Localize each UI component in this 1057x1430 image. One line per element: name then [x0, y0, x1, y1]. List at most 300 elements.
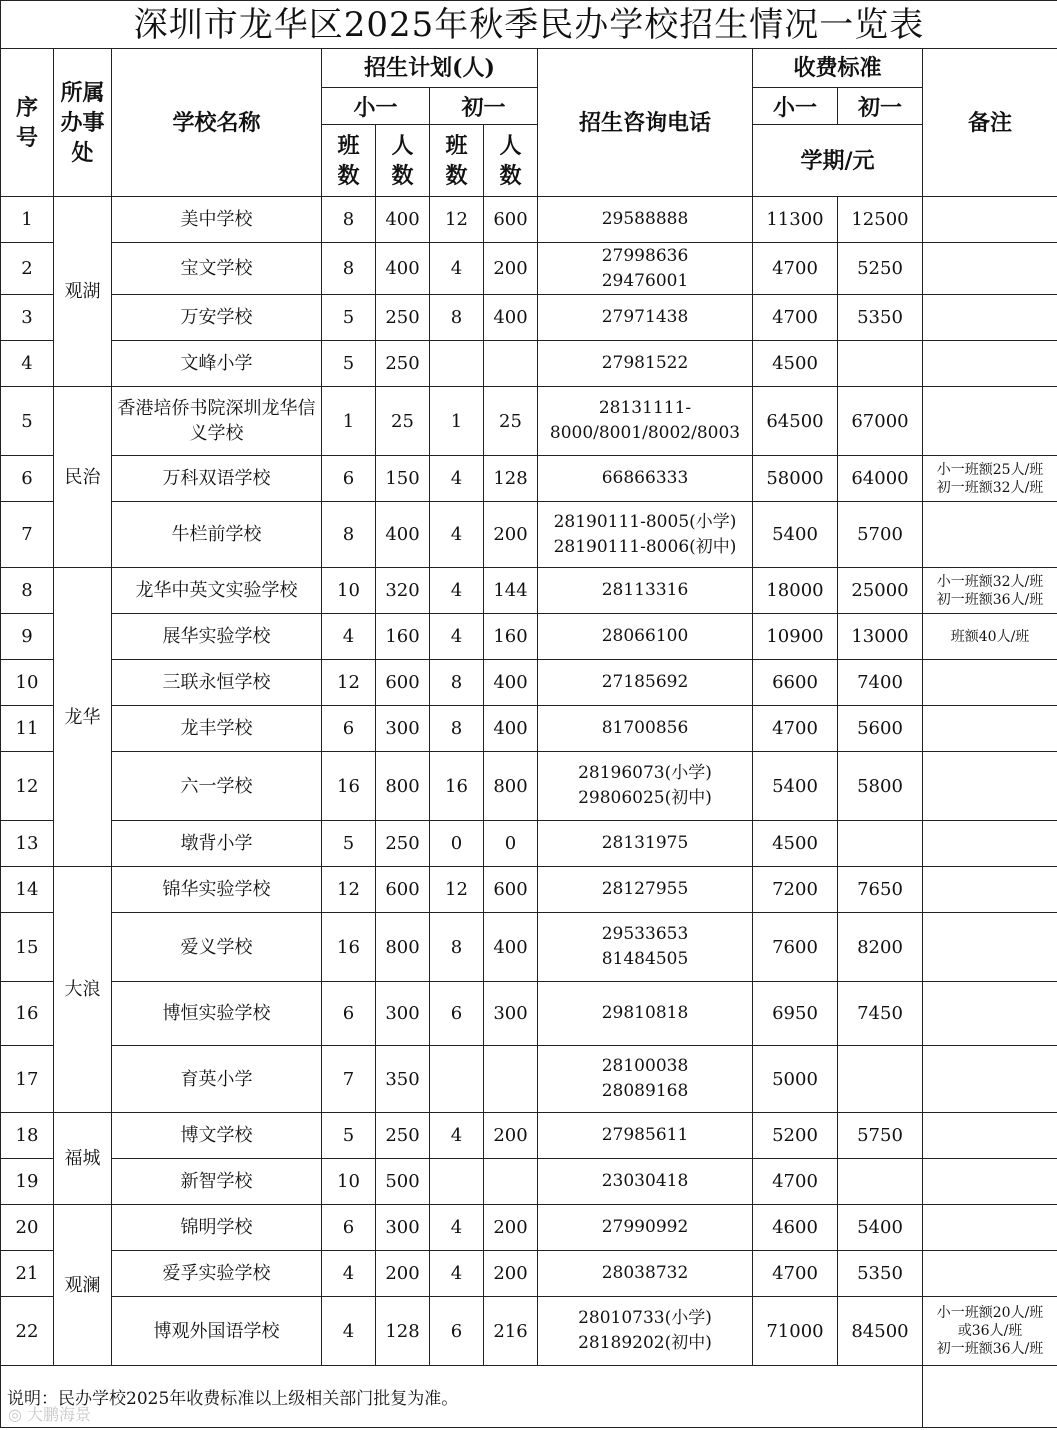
phone-cell [538, 1297, 753, 1366]
phone-cell [538, 1205, 753, 1251]
phone-cell-line: 27981522 [601, 353, 689, 373]
phone-cell [538, 1046, 753, 1113]
table-row [1, 243, 1057, 295]
fee-grade1: 4700 [753, 243, 838, 295]
phone-cell [538, 387, 753, 456]
phone-cell [538, 502, 753, 568]
grade1-people: 500 [376, 1159, 430, 1205]
fee-grade7: 5350 [838, 295, 923, 341]
fee-grade1: 4700 [753, 295, 838, 341]
remark-cell [923, 1297, 1057, 1366]
remark-cell [923, 1205, 1057, 1251]
fee-grade7: 13000 [838, 614, 923, 660]
fee-grade1: 4600 [753, 1205, 838, 1251]
phone-cell-line: 28190111-8006(初中) [553, 536, 737, 557]
school-name: 锦明学校 [112, 1205, 322, 1251]
header-school: 学校名称 [112, 49, 322, 197]
school-name: 新智学校 [112, 1159, 322, 1205]
watermark-logo: ◎ 大鹏海景 [8, 1405, 92, 1424]
header-g7-classes: 班数 [430, 125, 484, 197]
phone-cell-line: 27985611 [601, 1125, 689, 1145]
phone-cell-line: 28189202(初中) [578, 1333, 712, 1353]
grade1-people: 250 [376, 341, 430, 387]
remark-cell-line: 或36人/班 [957, 1323, 1023, 1339]
grade7-classes: 8 [430, 660, 484, 706]
fee-grade7: 64000 [838, 456, 923, 502]
grade1-classes: 10 [322, 1159, 376, 1205]
phone-cell [538, 706, 753, 752]
school-name: 牛栏前学校 [112, 502, 322, 568]
grade1-classes: 8 [322, 197, 376, 243]
fee-grade1: 4700 [753, 706, 838, 752]
fee-grade1: 64500 [753, 387, 838, 456]
fee-grade1: 4700 [753, 1159, 838, 1205]
header-fee: 收费标准 [753, 49, 923, 88]
grade1-people: 800 [376, 752, 430, 821]
row-index: 11 [1, 706, 54, 752]
grade7-classes: 4 [430, 1113, 484, 1159]
table-row [1, 982, 1057, 1046]
school-name: 锦华实验学校 [112, 867, 322, 913]
grade7-people: 25 [484, 387, 538, 456]
fee-grade7: 8200 [838, 913, 923, 982]
district-cell: 龙华 [54, 568, 112, 867]
table-row [1, 821, 1057, 867]
phone-cell [538, 197, 753, 243]
school-name: 展华实验学校 [112, 614, 322, 660]
table-row [1, 1297, 1057, 1366]
grade7-classes: 12 [430, 867, 484, 913]
fee-grade7: 5750 [838, 1113, 923, 1159]
remark-cell [923, 295, 1057, 341]
remark-cell-line: 班额40人/班 [950, 628, 1030, 645]
district-cell: 福城 [54, 1113, 112, 1205]
remark-cell [923, 614, 1057, 660]
grade1-people: 200 [376, 1251, 430, 1297]
phone-cell-line: 27998636 [601, 245, 689, 266]
remark-cell [923, 1159, 1057, 1205]
fee-grade7: 5600 [838, 706, 923, 752]
grade1-classes: 5 [322, 821, 376, 867]
phone-cell-line: 29588888 [601, 209, 689, 229]
remark-cell-line: 小一班额25人/班 [936, 461, 1044, 478]
phone-cell [538, 1159, 753, 1205]
grade7-classes: 16 [430, 752, 484, 821]
school-name: 香港培侨书院深圳龙华信义学校 [112, 387, 322, 456]
remark-cell [923, 660, 1057, 706]
grade7-people: 200 [484, 243, 538, 295]
header-fee-grade7: 初一 [838, 88, 923, 125]
phone-cell-line: 27971438 [601, 307, 689, 327]
phone-cell [538, 660, 753, 706]
grade1-people: 320 [376, 568, 430, 614]
row-index: 2 [1, 243, 54, 295]
row-index: 3 [1, 295, 54, 341]
row-index: 14 [1, 867, 54, 913]
table-row [1, 456, 1057, 502]
phone-cell-line: 81700856 [601, 718, 689, 738]
grade1-classes: 1 [322, 387, 376, 456]
grade7-classes: 4 [430, 456, 484, 502]
fee-grade1: 18000 [753, 568, 838, 614]
grade1-people: 600 [376, 867, 430, 913]
phone-cell-line: 28010733(小学) [578, 1308, 712, 1328]
fee-grade7: 5250 [838, 243, 923, 295]
remark-cell-line: 小一班额32人/班 [936, 573, 1044, 590]
grade7-people: 128 [484, 456, 538, 502]
grade7-classes: 6 [430, 1297, 484, 1366]
school-name: 美中学校 [112, 197, 322, 243]
remark-cell [923, 568, 1057, 614]
grade7-classes: 0 [430, 821, 484, 867]
grade7-people: 400 [484, 706, 538, 752]
fee-grade7 [838, 1046, 923, 1113]
phone-cell-line: 23030418 [601, 1171, 689, 1191]
grade1-classes: 6 [322, 1205, 376, 1251]
fee-grade7 [838, 341, 923, 387]
grade1-people: 25 [376, 387, 430, 456]
phone-cell [538, 1251, 753, 1297]
table-row [1, 197, 1057, 243]
grade7-classes [430, 341, 484, 387]
phone-cell-line: 29806025(初中) [578, 788, 712, 808]
grade7-classes: 4 [430, 1251, 484, 1297]
fee-grade1: 10900 [753, 614, 838, 660]
remark-cell [923, 821, 1057, 867]
fee-grade1: 5000 [753, 1046, 838, 1113]
table-row [1, 1046, 1057, 1113]
grade1-classes: 5 [322, 295, 376, 341]
row-index: 4 [1, 341, 54, 387]
fee-grade1: 7600 [753, 913, 838, 982]
remark-cell [923, 913, 1057, 982]
grade7-people: 600 [484, 867, 538, 913]
grade1-classes: 4 [322, 1297, 376, 1366]
grade1-people: 250 [376, 1113, 430, 1159]
grade7-classes: 1 [430, 387, 484, 456]
fee-grade1: 6600 [753, 660, 838, 706]
grade7-people [484, 1159, 538, 1205]
grade7-people: 400 [484, 295, 538, 341]
grade1-people: 400 [376, 243, 430, 295]
school-name: 三联永恒学校 [112, 660, 322, 706]
fee-grade1: 5200 [753, 1113, 838, 1159]
school-name: 博恒实验学校 [112, 982, 322, 1046]
grade7-people [484, 1046, 538, 1113]
table-row [1, 387, 1057, 456]
grade1-people: 300 [376, 1205, 430, 1251]
phone-cell-line: 29533653 [601, 924, 689, 944]
phone-cell [538, 295, 753, 341]
district-cell: 观澜 [54, 1205, 112, 1366]
row-index: 21 [1, 1251, 54, 1297]
footer-blank [923, 1366, 1057, 1428]
phone-cell-line: 8000/8001/8002/8003 [549, 423, 741, 443]
grade1-classes: 7 [322, 1046, 376, 1113]
header-plan-grade7: 初一 [430, 88, 538, 125]
row-index: 22 [1, 1297, 54, 1366]
grade7-people: 400 [484, 660, 538, 706]
remark-cell [923, 456, 1057, 502]
grade7-classes: 4 [430, 1205, 484, 1251]
row-index: 16 [1, 982, 54, 1046]
remark-cell [923, 243, 1057, 295]
table-row [1, 1251, 1057, 1297]
school-name: 育英小学 [112, 1046, 322, 1113]
phone-cell-line: 27185692 [601, 672, 689, 692]
fee-grade1: 4500 [753, 341, 838, 387]
row-index: 7 [1, 502, 54, 568]
remark-cell [923, 1251, 1057, 1297]
table-row [1, 295, 1057, 341]
phone-cell [538, 614, 753, 660]
school-name: 文峰小学 [112, 341, 322, 387]
row-index: 20 [1, 1205, 54, 1251]
remark-cell [923, 1046, 1057, 1113]
row-index: 9 [1, 614, 54, 660]
grade1-classes: 5 [322, 1113, 376, 1159]
grade1-people: 150 [376, 456, 430, 502]
fee-grade1: 71000 [753, 1297, 838, 1366]
school-name: 万安学校 [112, 295, 322, 341]
table-row [1, 568, 1057, 614]
phone-cell-line: 28089168 [601, 1081, 689, 1101]
phone-cell-line: 29476001 [601, 270, 689, 291]
header-fee-grade1: 小一 [753, 88, 838, 125]
grade7-classes: 4 [430, 243, 484, 295]
phone-cell-line: 81484505 [601, 949, 689, 969]
row-index: 12 [1, 752, 54, 821]
grade1-classes: 12 [322, 867, 376, 913]
header-g1-classes: 班数 [322, 125, 376, 197]
remark-cell [923, 706, 1057, 752]
phone-cell-line: 29810818 [601, 1003, 689, 1023]
grade7-classes: 4 [430, 568, 484, 614]
grade1-people: 400 [376, 197, 430, 243]
row-index: 17 [1, 1046, 54, 1113]
grade7-people: 600 [484, 197, 538, 243]
table-row [1, 502, 1057, 568]
grade1-classes: 6 [322, 706, 376, 752]
header-g1-people: 人数 [376, 125, 430, 197]
remark-cell-line: 初一班额36人/班 [936, 591, 1044, 608]
phone-cell [538, 341, 753, 387]
header-g7-people: 人数 [484, 125, 538, 197]
table-row [1, 660, 1057, 706]
header-phone: 招生咨询电话 [538, 49, 753, 197]
fee-grade1: 6950 [753, 982, 838, 1046]
grade1-people: 300 [376, 706, 430, 752]
district-cell: 民治 [54, 387, 112, 568]
remark-cell [923, 387, 1057, 456]
grade7-people: 400 [484, 913, 538, 982]
fee-grade7: 5700 [838, 502, 923, 568]
table-row [1, 1159, 1057, 1205]
grade7-classes: 8 [430, 706, 484, 752]
grade1-people: 250 [376, 295, 430, 341]
phone-cell [538, 913, 753, 982]
fee-grade1: 4700 [753, 1251, 838, 1297]
school-name: 爱孚实验学校 [112, 1251, 322, 1297]
phone-cell [538, 1113, 753, 1159]
phone-cell [538, 456, 753, 502]
grade7-classes: 6 [430, 982, 484, 1046]
fee-grade1: 4500 [753, 821, 838, 867]
grade7-people: 200 [484, 1113, 538, 1159]
row-index: 10 [1, 660, 54, 706]
phone-cell [538, 243, 753, 295]
phone-cell [538, 982, 753, 1046]
phone-cell-line: 28196073(小学) [578, 763, 712, 783]
footer-note: 说明：民办学校2025年收费标准以上级相关部门批复为准。 [1, 1366, 923, 1428]
row-index: 1 [1, 197, 54, 243]
school-name: 博文学校 [112, 1113, 322, 1159]
grade1-classes: 16 [322, 752, 376, 821]
fee-grade7: 5400 [838, 1205, 923, 1251]
row-index: 18 [1, 1113, 54, 1159]
table-row [1, 341, 1057, 387]
grade1-people: 600 [376, 660, 430, 706]
grade7-people: 144 [484, 568, 538, 614]
fee-grade1: 7200 [753, 867, 838, 913]
grade7-people: 200 [484, 1251, 538, 1297]
school-name: 六一学校 [112, 752, 322, 821]
school-name: 龙华中英文实验学校 [112, 568, 322, 614]
phone-cell-line: 28131111- [598, 398, 692, 418]
grade7-classes [430, 1159, 484, 1205]
remark-cell [923, 982, 1057, 1046]
fee-grade7: 7650 [838, 867, 923, 913]
fee-grade7: 67000 [838, 387, 923, 456]
phone-cell-line: 28066100 [601, 626, 689, 646]
grade7-people: 300 [484, 982, 538, 1046]
fee-grade7 [838, 821, 923, 867]
fee-grade1: 11300 [753, 197, 838, 243]
grade1-classes: 8 [322, 502, 376, 568]
grade1-people: 300 [376, 982, 430, 1046]
fee-grade7 [838, 1159, 923, 1205]
grade7-classes: 8 [430, 913, 484, 982]
school-name: 博观外国语学校 [112, 1297, 322, 1366]
grade1-people: 250 [376, 821, 430, 867]
school-name: 宝文学校 [112, 243, 322, 295]
grade1-classes: 16 [322, 913, 376, 982]
header-fee-unit: 学期/元 [753, 125, 923, 197]
header-remark: 备注 [923, 49, 1057, 197]
grade1-classes: 8 [322, 243, 376, 295]
header-plan-grade1: 小一 [322, 88, 430, 125]
table-row [1, 752, 1057, 821]
phone-cell-line: 28131975 [601, 833, 689, 853]
grade7-people: 200 [484, 502, 538, 568]
remark-cell-line: 初一班额32人/班 [936, 479, 1044, 496]
grade1-people: 160 [376, 614, 430, 660]
phone-cell [538, 821, 753, 867]
remark-cell [923, 197, 1057, 243]
fee-grade1: 58000 [753, 456, 838, 502]
fee-grade7: 25000 [838, 568, 923, 614]
remark-cell [923, 752, 1057, 821]
row-index: 8 [1, 568, 54, 614]
table-row [1, 614, 1057, 660]
grade1-people: 400 [376, 502, 430, 568]
fee-grade7: 7400 [838, 660, 923, 706]
phone-cell-line: 28127955 [601, 879, 689, 899]
grade7-classes [430, 1046, 484, 1113]
remark-cell [923, 1113, 1057, 1159]
grade1-classes: 4 [322, 614, 376, 660]
district-cell: 大浪 [54, 867, 112, 1113]
fee-grade1: 5400 [753, 502, 838, 568]
grade7-people: 216 [484, 1297, 538, 1366]
grade7-classes: 8 [430, 295, 484, 341]
grade1-classes: 6 [322, 456, 376, 502]
table-row [1, 1205, 1057, 1251]
phone-cell-line: 28113316 [601, 580, 689, 600]
school-name: 龙丰学校 [112, 706, 322, 752]
remark-cell-line: 小一班额20人/班 [936, 1305, 1044, 1321]
school-name: 爱义学校 [112, 913, 322, 982]
remark-cell [923, 341, 1057, 387]
school-name: 万科双语学校 [112, 456, 322, 502]
table-row [1, 913, 1057, 982]
phone-cell-line: 28038732 [601, 1263, 689, 1283]
grade1-classes: 4 [322, 1251, 376, 1297]
grade1-people: 128 [376, 1297, 430, 1366]
grade1-people: 350 [376, 1046, 430, 1113]
row-index: 19 [1, 1159, 54, 1205]
grade1-classes: 5 [322, 341, 376, 387]
table-row [1, 706, 1057, 752]
remark-cell [923, 867, 1057, 913]
grade7-people: 200 [484, 1205, 538, 1251]
phone-cell-line: 28190111-8005(小学) [553, 511, 737, 532]
grade7-classes: 4 [430, 614, 484, 660]
row-index: 6 [1, 456, 54, 502]
header-plan: 招生计划(人) [322, 49, 538, 88]
page-title: 深圳市龙华区2025年秋季民办学校招生情况一览表 [1, 1, 1057, 49]
fee-grade7: 12500 [838, 197, 923, 243]
phone-cell [538, 568, 753, 614]
phone-cell-line: 66866333 [601, 468, 689, 488]
phone-cell-line: 27990992 [601, 1217, 689, 1237]
grade1-people: 800 [376, 913, 430, 982]
grade1-classes: 10 [322, 568, 376, 614]
fee-grade7: 5800 [838, 752, 923, 821]
row-index: 13 [1, 821, 54, 867]
table-row [1, 867, 1057, 913]
district-cell: 观湖 [54, 197, 112, 387]
header-index: 序号 [1, 49, 54, 197]
grade7-classes: 12 [430, 197, 484, 243]
school-name: 墩背小学 [112, 821, 322, 867]
grade1-classes: 12 [322, 660, 376, 706]
grade1-classes: 6 [322, 982, 376, 1046]
fee-grade7: 7450 [838, 982, 923, 1046]
grade7-people [484, 341, 538, 387]
grade7-people: 160 [484, 614, 538, 660]
grade7-people: 800 [484, 752, 538, 821]
phone-cell-line: 28100038 [601, 1056, 689, 1076]
fee-grade1: 5400 [753, 752, 838, 821]
fee-grade7: 5350 [838, 1251, 923, 1297]
table-row [1, 1113, 1057, 1159]
header-district: 所属办事处 [54, 49, 112, 197]
row-index: 15 [1, 913, 54, 982]
grade7-classes: 4 [430, 502, 484, 568]
fee-grade7: 84500 [838, 1297, 923, 1366]
row-index: 5 [1, 387, 54, 456]
